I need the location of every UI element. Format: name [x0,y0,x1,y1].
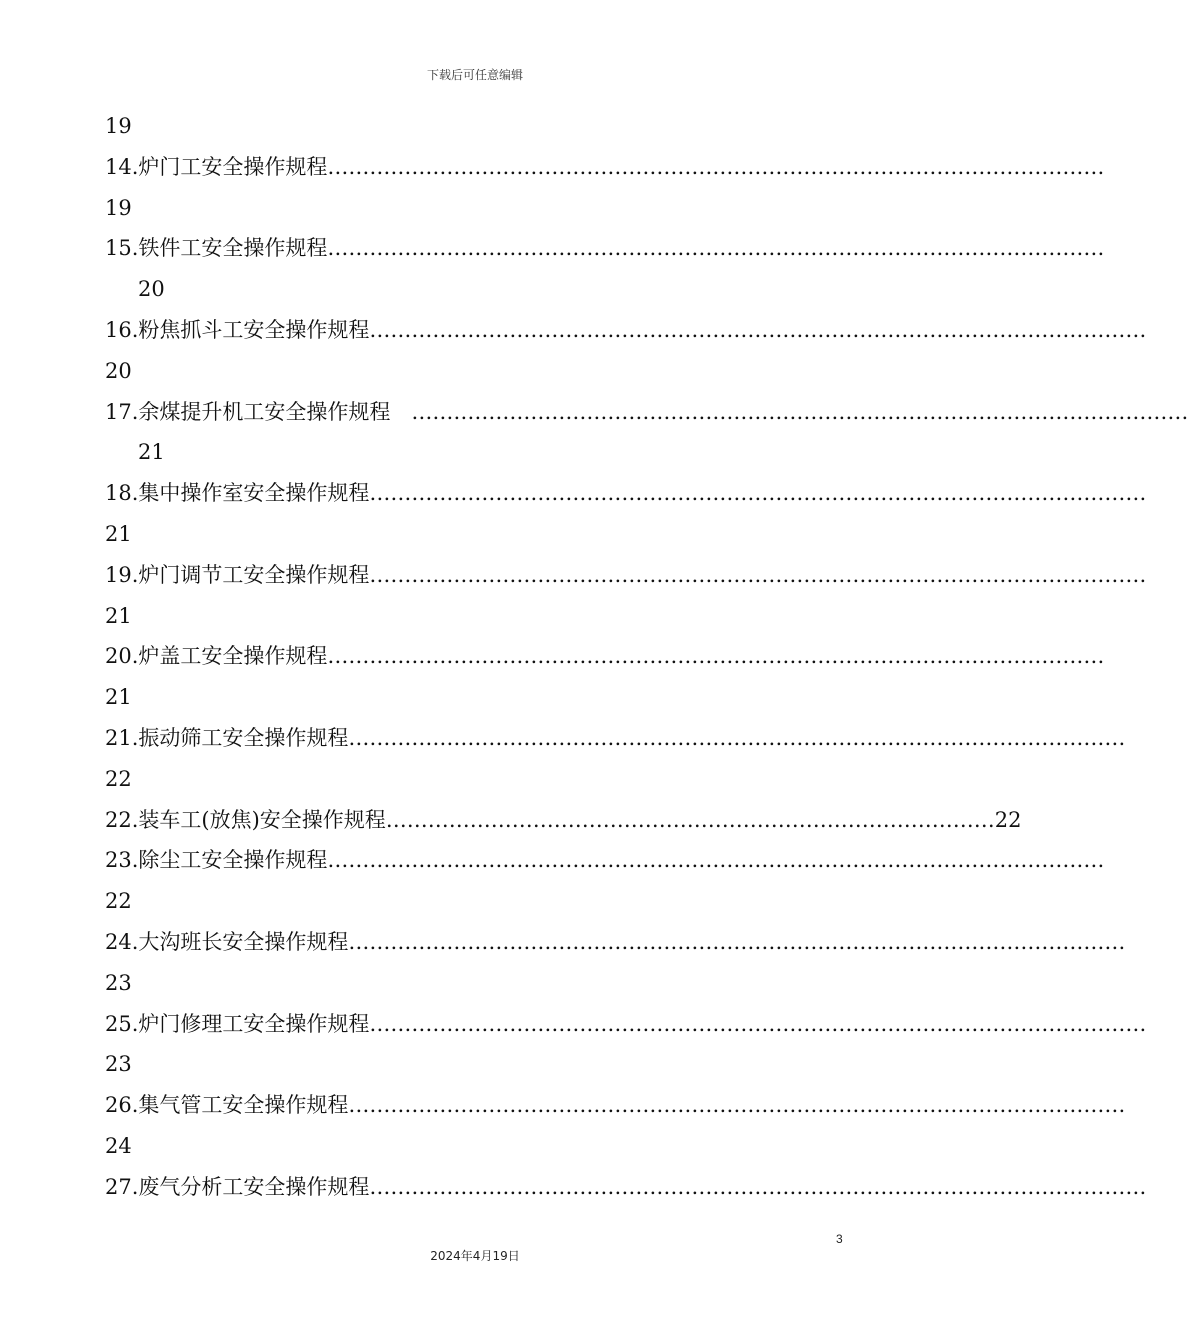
toc-entry-title: 22.装车工(放焦)安全操作规程 [105,807,386,832]
toc-page-text: 21 [105,603,132,628]
toc-entry-title: 17.余煤提升机工安全操作规程 [105,399,412,424]
toc-leader-dots: ………………………………………………………………………………………………… [369,562,1147,587]
toc-entry [105,1167,1147,1208]
toc-leader-dots: …………………………………………………………………………… [385,807,995,832]
toc-page-number [105,106,845,147]
toc-leader-dots: ………………………………………………………………………………………………… [369,1174,1147,1199]
toc-entry-title: 19.炉门调节工安全操作规程 [105,562,370,587]
toc-page-text: 19 [105,195,132,220]
footer-date: 2024年4月19日 [430,1249,520,1263]
toc-leader-dots: ………………………………………………………………………………………………… [327,236,1105,261]
toc-page-text: 23 [105,970,132,995]
toc-page-text: 23 [105,1052,132,1077]
toc-page-text: 21 [105,521,132,546]
toc-entry [105,473,1147,514]
toc-entry-title: 27.废气分析工安全操作规程 [105,1174,370,1199]
toc-entry [105,840,1105,881]
toc-entry [105,555,1147,596]
toc-page-number [105,596,845,637]
toc-page-number [105,759,845,800]
page-number: 3 [836,1232,843,1246]
toc-leader-dots: ………………………………………………………………………………………………… [348,1093,1126,1118]
toc-entry [105,800,1022,841]
toc-entry [105,1004,1147,1045]
toc-page-text: 20 [138,277,165,302]
toc-page-text: 21 [138,440,165,465]
toc-page-number [105,881,845,922]
toc-leader-dots: ………………………………………………………………………………………………… [411,399,1188,424]
toc-entry-title: 23.除尘工安全操作规程 [105,848,328,873]
toc-entry [105,1085,1126,1126]
toc-entry [105,922,1126,963]
toc-entry-title: 20.炉盖工安全操作规程 [105,644,328,669]
toc-entry [105,392,1188,433]
toc-page-text: 21 [105,685,132,710]
toc-page-text: 24 [105,1133,132,1158]
toc-entry [105,147,1105,188]
toc-entry-title: 15.铁件工安全操作规程 [105,236,328,261]
toc-leader-dots: ………………………………………………………………………………………………… [369,317,1147,342]
toc-page-number [105,351,845,392]
toc-entry [105,636,1105,677]
toc-entry-title: 16.粉焦抓斗工安全操作规程 [105,317,370,342]
toc-entry-title: 14.炉门工安全操作规程 [105,154,328,179]
toc-leader-dots: ………………………………………………………………………………………………… [327,154,1105,179]
toc-page-text: 20 [105,358,132,383]
toc-page-number [105,432,845,473]
toc-page-number [105,514,845,555]
table-of-contents [105,106,1188,1208]
toc-entry [105,718,1126,759]
toc-entry [105,310,1147,351]
toc-entry [105,228,1105,269]
toc-page-text: 19 [105,114,132,138]
toc-leader-dots: ………………………………………………………………………………………………… [348,929,1126,954]
toc-page-number [105,269,845,310]
toc-page-number [105,1044,845,1085]
toc-leader-dots: ………………………………………………………………………………………………… [348,725,1126,750]
toc-page-number [105,1126,845,1167]
toc-leader-dots: ………………………………………………………………………………………………… [327,848,1105,873]
toc-leader-dots: ………………………………………………………………………………………………… [369,1011,1147,1036]
toc-page-number [105,677,845,718]
toc-entry-title: 18.集中操作室安全操作规程 [105,481,370,506]
toc-entry-title: 25.炉门修理工安全操作规程 [105,1011,370,1036]
toc-page-number [105,963,845,1004]
toc-leader-dots: ………………………………………………………………………………………………… [327,644,1105,669]
toc-entry-title: 24.大沟班长安全操作规程 [105,929,349,954]
toc-entry-title: 26.集气管工安全操作规程 [105,1093,349,1118]
toc-page-text: 22 [105,889,132,914]
toc-entry-title: 21.振动筛工安全操作规程 [105,725,349,750]
toc-page-number [105,188,845,229]
toc-leader-dots: ………………………………………………………………………………………………… [369,481,1147,506]
toc-page-text: 22 [105,766,132,791]
page-header: 下载后可任意编辑 [426,68,523,82]
toc-entry-page: 22 [994,807,1022,832]
